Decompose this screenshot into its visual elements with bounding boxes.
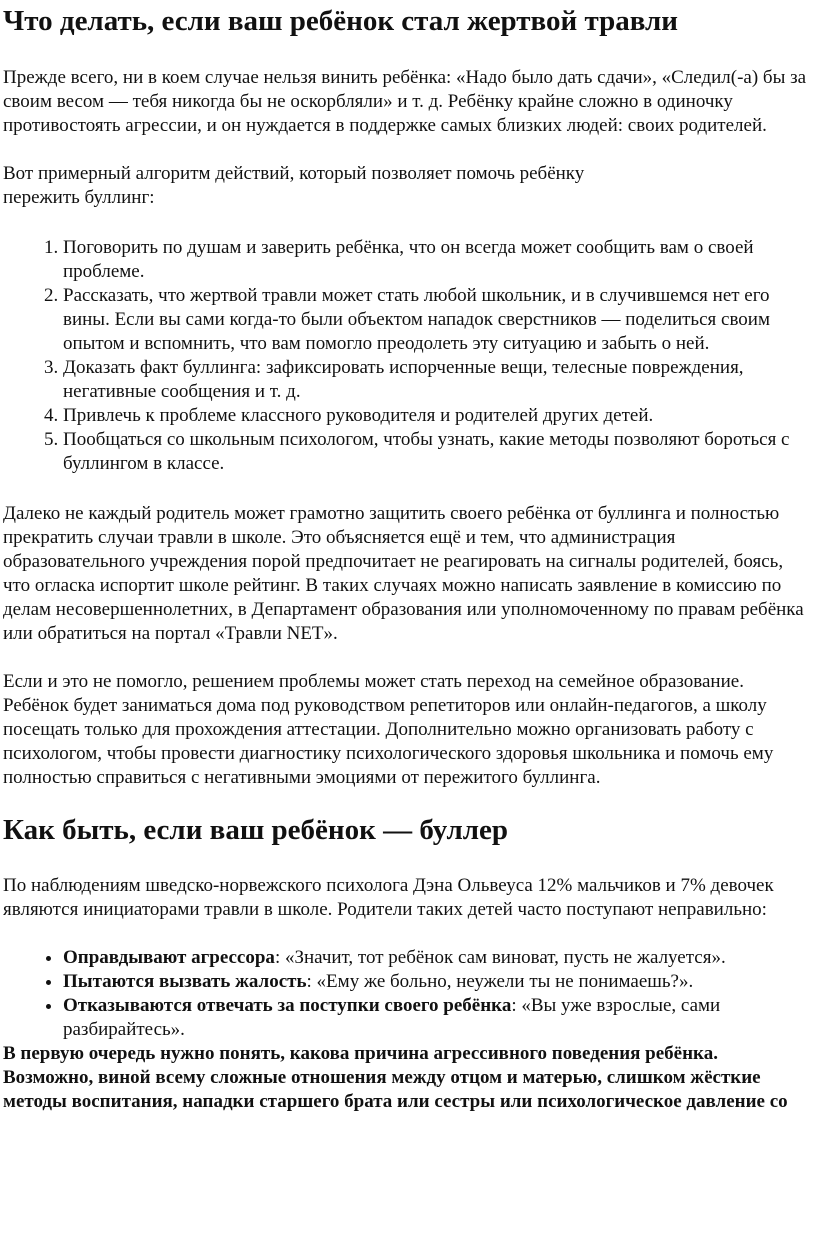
mistake-term: Оправдывают агрессора <box>63 947 275 968</box>
list-item: 4. Привлечь к проблеме классного руководителя и родителей других детей. <box>63 404 812 428</box>
paragraph-olweus-stats: По наблюдениям шведско-норвежского психолога Дэна Ольвеуса 12% мальчиков и 7% девочек являются инициаторами травли в школе. Родители таких детей часто поступают неправильно: <box>3 875 774 920</box>
parent-mistakes-list <box>3 946 812 1042</box>
mistake-term: Отказываются отвечать за поступки своего ребёнка <box>63 995 512 1016</box>
algorithm-intro-line1: Вот примерный алгоритм действий, который позволяет помочь ребёнку <box>3 163 585 184</box>
paragraph-dont-blame: Прежде всего, ни в коем случае нельзя винить ребёнка: «Надо было дать сдачи», «Следил(-а) бы за своим весом — тебя никогда бы не оскорбляли» и т. д. Ребёнку крайне сложно в одиночку противостоять агрессии, и он нуждается в поддержке самых близких людей: своих родителей. <box>3 67 807 136</box>
paragraph-school-administration: Далеко не каждый родитель может грамотно защитить своего ребёнка от буллинга и полностью прекратить случаи травли в школе. Это объясняется ещё и тем, что администрация образовательного учреждения порой предпочитает не реагировать на сигналы родителей, боясь, что огласка испортит школе рейтинг. В таких случаях можно написать заявление в комиссию по делам несовершеннолетних, в Департамент образования или уполномоченному по правам ребёнка или обратиться на портал «Травли NET». <box>3 503 804 644</box>
heading-victim: Что делать, если ваш ребёнок стал жертвой травли <box>3 5 678 37</box>
mistake-term: Пытаются вызвать жалость <box>63 971 307 992</box>
list-item: 2. Рассказать, что жертвой травли может стать любой школьник, и в случившемся нет его вины. Если вы сами когда-то были объектом нападок сверстников — поделиться своим опытом и вспомнить, что вам помогло преодолеть эту ситуацию и забыть о ней. <box>63 284 812 356</box>
algorithm-intro-line2: пережить буллинг: <box>3 187 155 208</box>
list-item <box>63 994 812 1042</box>
paragraph-algorithm-intro <box>3 162 812 210</box>
list-item: 1. Поговорить по душам и заверить ребёнка, что он всегда может сообщить вам о своей проблеме. <box>63 236 812 284</box>
mistake-text: : «Ему же больно, неужели ты не понимаешь?». <box>306 971 694 992</box>
mistake-text: : «Значит, тот ребёнок сам виноват, пусть не жалуется». <box>274 947 726 968</box>
action-steps-list <box>3 236 812 476</box>
paragraph-family-education: Если и это не помогло, решением проблемы может стать переход на семейное образование. Ребёнок будет заниматься дома под руководством репетиторов или онлайн-педагогов, а школу посещать только для прохождения аттестации. Дополнительно можно организовать работу с психологом, чтобы провести диагностику психологического здоровья школьника и помочь ему полностью справиться с негативными эмоциями от пережитого буллинга. <box>3 671 774 788</box>
list-item: 3. Доказать факт буллинга: зафиксировать испорченные вещи, телесные повреждения, негативные сообщения и т. д. <box>63 356 812 404</box>
paragraph-find-cause: В первую очередь нужно понять, какова причина агрессивного поведения ребёнка. Возможно, виной всему сложные отношения между отцом и матерью, слишком жёсткие методы воспитания, нападки старшего брата или сестры или психологическое давление со <box>3 1043 788 1112</box>
list-item: 5. Пообщаться со школьным психологом, чтобы узнать, какие методы позволяют бороться с буллингом в классе. <box>63 428 812 476</box>
list-item <box>63 970 812 994</box>
heading-bully: Как быть, если ваш ребёнок — буллер <box>3 814 509 846</box>
mistake-text: : «Вы уже взрослые, сами разбирайтесь». <box>63 995 721 1040</box>
list-item <box>63 946 812 970</box>
